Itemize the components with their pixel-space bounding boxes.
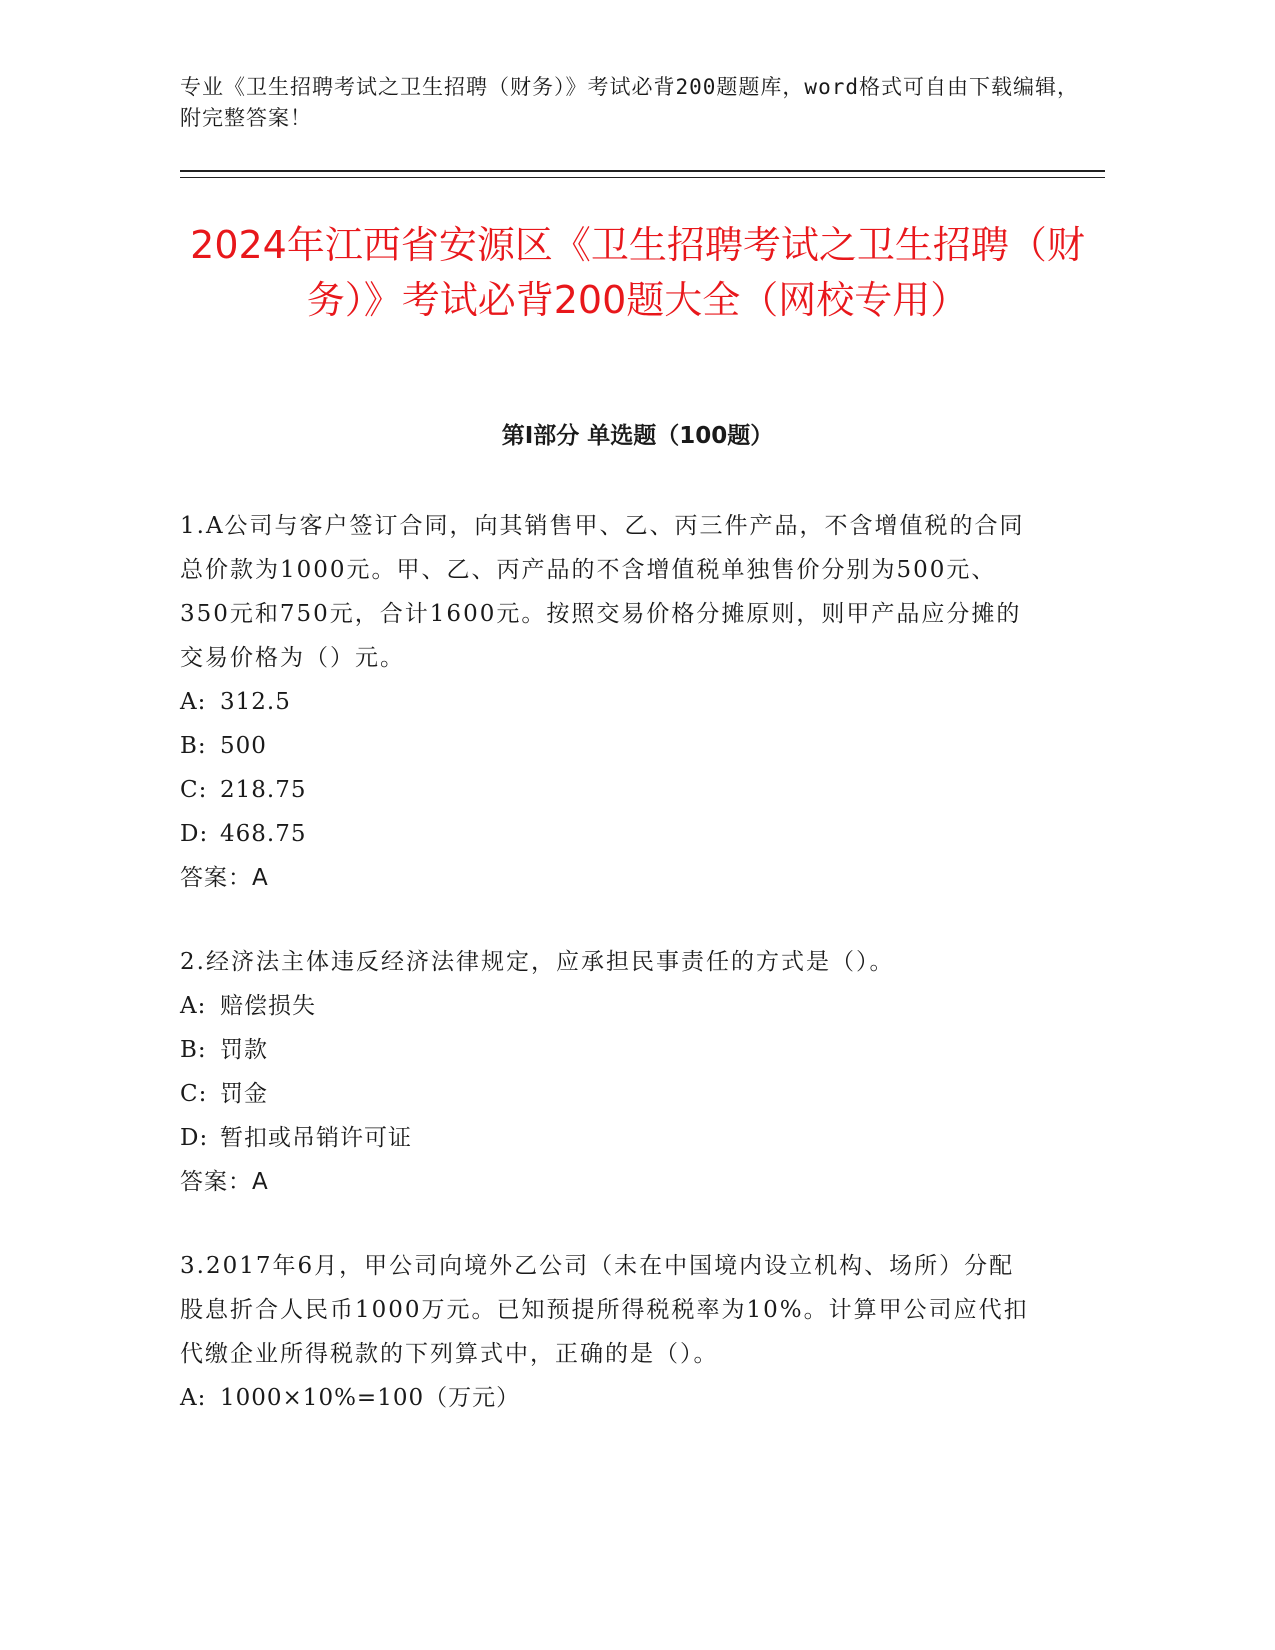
option-d xyxy=(180,812,1035,856)
option-c xyxy=(180,1072,1035,1116)
option-text: 罚款 xyxy=(220,1037,268,1063)
option-text: 暂扣或吊销许可证 xyxy=(220,1125,412,1151)
question-stem: 3.2017年6月，甲公司向境外乙公司（未在中国境内设立机构、场所）分配股息折合人民币1000万元。已知预提所得税税率为10%。计算甲公司应代扣代缴企业所得税款的下列算式中，正确的是（）。 xyxy=(180,1253,1029,1367)
document-title: 2024年江西省安源区《卫生招聘考试之卫生招聘（财务）》考试必背200题大全（网校专用） xyxy=(190,223,1085,322)
option-key: A: xyxy=(180,1385,207,1411)
option-text: 218.75 xyxy=(220,777,307,803)
option-c xyxy=(180,768,1035,812)
header-divider-thin xyxy=(180,177,1105,178)
question-3 xyxy=(180,1244,1035,1420)
option-key: A: xyxy=(180,993,207,1019)
option-key: D: xyxy=(180,821,209,847)
question-stem: 1.A公司与客户签订合同，向其销售甲、乙、丙三件产品，不含增值税的合同总价款为1000元。甲、乙、丙产品的不含增值税单独售价分别为500元、350元和750元，合计1600元。按照交易价格分摊原则，则甲产品应分摊的交易价格为（）元。 xyxy=(180,513,1025,671)
option-key: B: xyxy=(180,733,207,759)
option-key: C: xyxy=(180,1081,208,1107)
option-text: 赔偿损失 xyxy=(220,993,316,1019)
option-d xyxy=(180,1116,1035,1160)
question-stem: 2.经济法主体违反经济法律规定，应承担民事责任的方式是（）。 xyxy=(180,949,895,975)
option-text: 500 xyxy=(220,733,267,759)
option-a xyxy=(180,984,1035,1028)
option-text: 1000×10%=100（万元） xyxy=(220,1385,521,1411)
option-text: 312.5 xyxy=(220,689,291,715)
option-key: C: xyxy=(180,777,208,803)
question-list xyxy=(180,504,1035,1460)
section-title: 第I部分 单选题（100题） xyxy=(501,423,774,449)
option-b xyxy=(180,1028,1035,1072)
option-text: 罚金 xyxy=(220,1081,268,1107)
option-b xyxy=(180,724,1035,768)
option-a xyxy=(180,1376,1035,1420)
question-2 xyxy=(180,940,1035,1204)
option-key: A: xyxy=(180,689,207,715)
answer-line: 答案：A xyxy=(180,1169,269,1195)
option-text: 468.75 xyxy=(220,821,307,847)
option-key: D: xyxy=(180,1125,209,1151)
header-note: 专业《卫生招聘考试之卫生招聘（财务）》考试必背200题题库，word格式可自由下载编辑，附完整答案！ xyxy=(180,75,1079,130)
answer-line: 答案：A xyxy=(180,865,269,891)
header-divider-thick xyxy=(180,170,1105,172)
question-1 xyxy=(180,504,1035,900)
option-key: B: xyxy=(180,1037,207,1063)
option-a xyxy=(180,680,1035,724)
